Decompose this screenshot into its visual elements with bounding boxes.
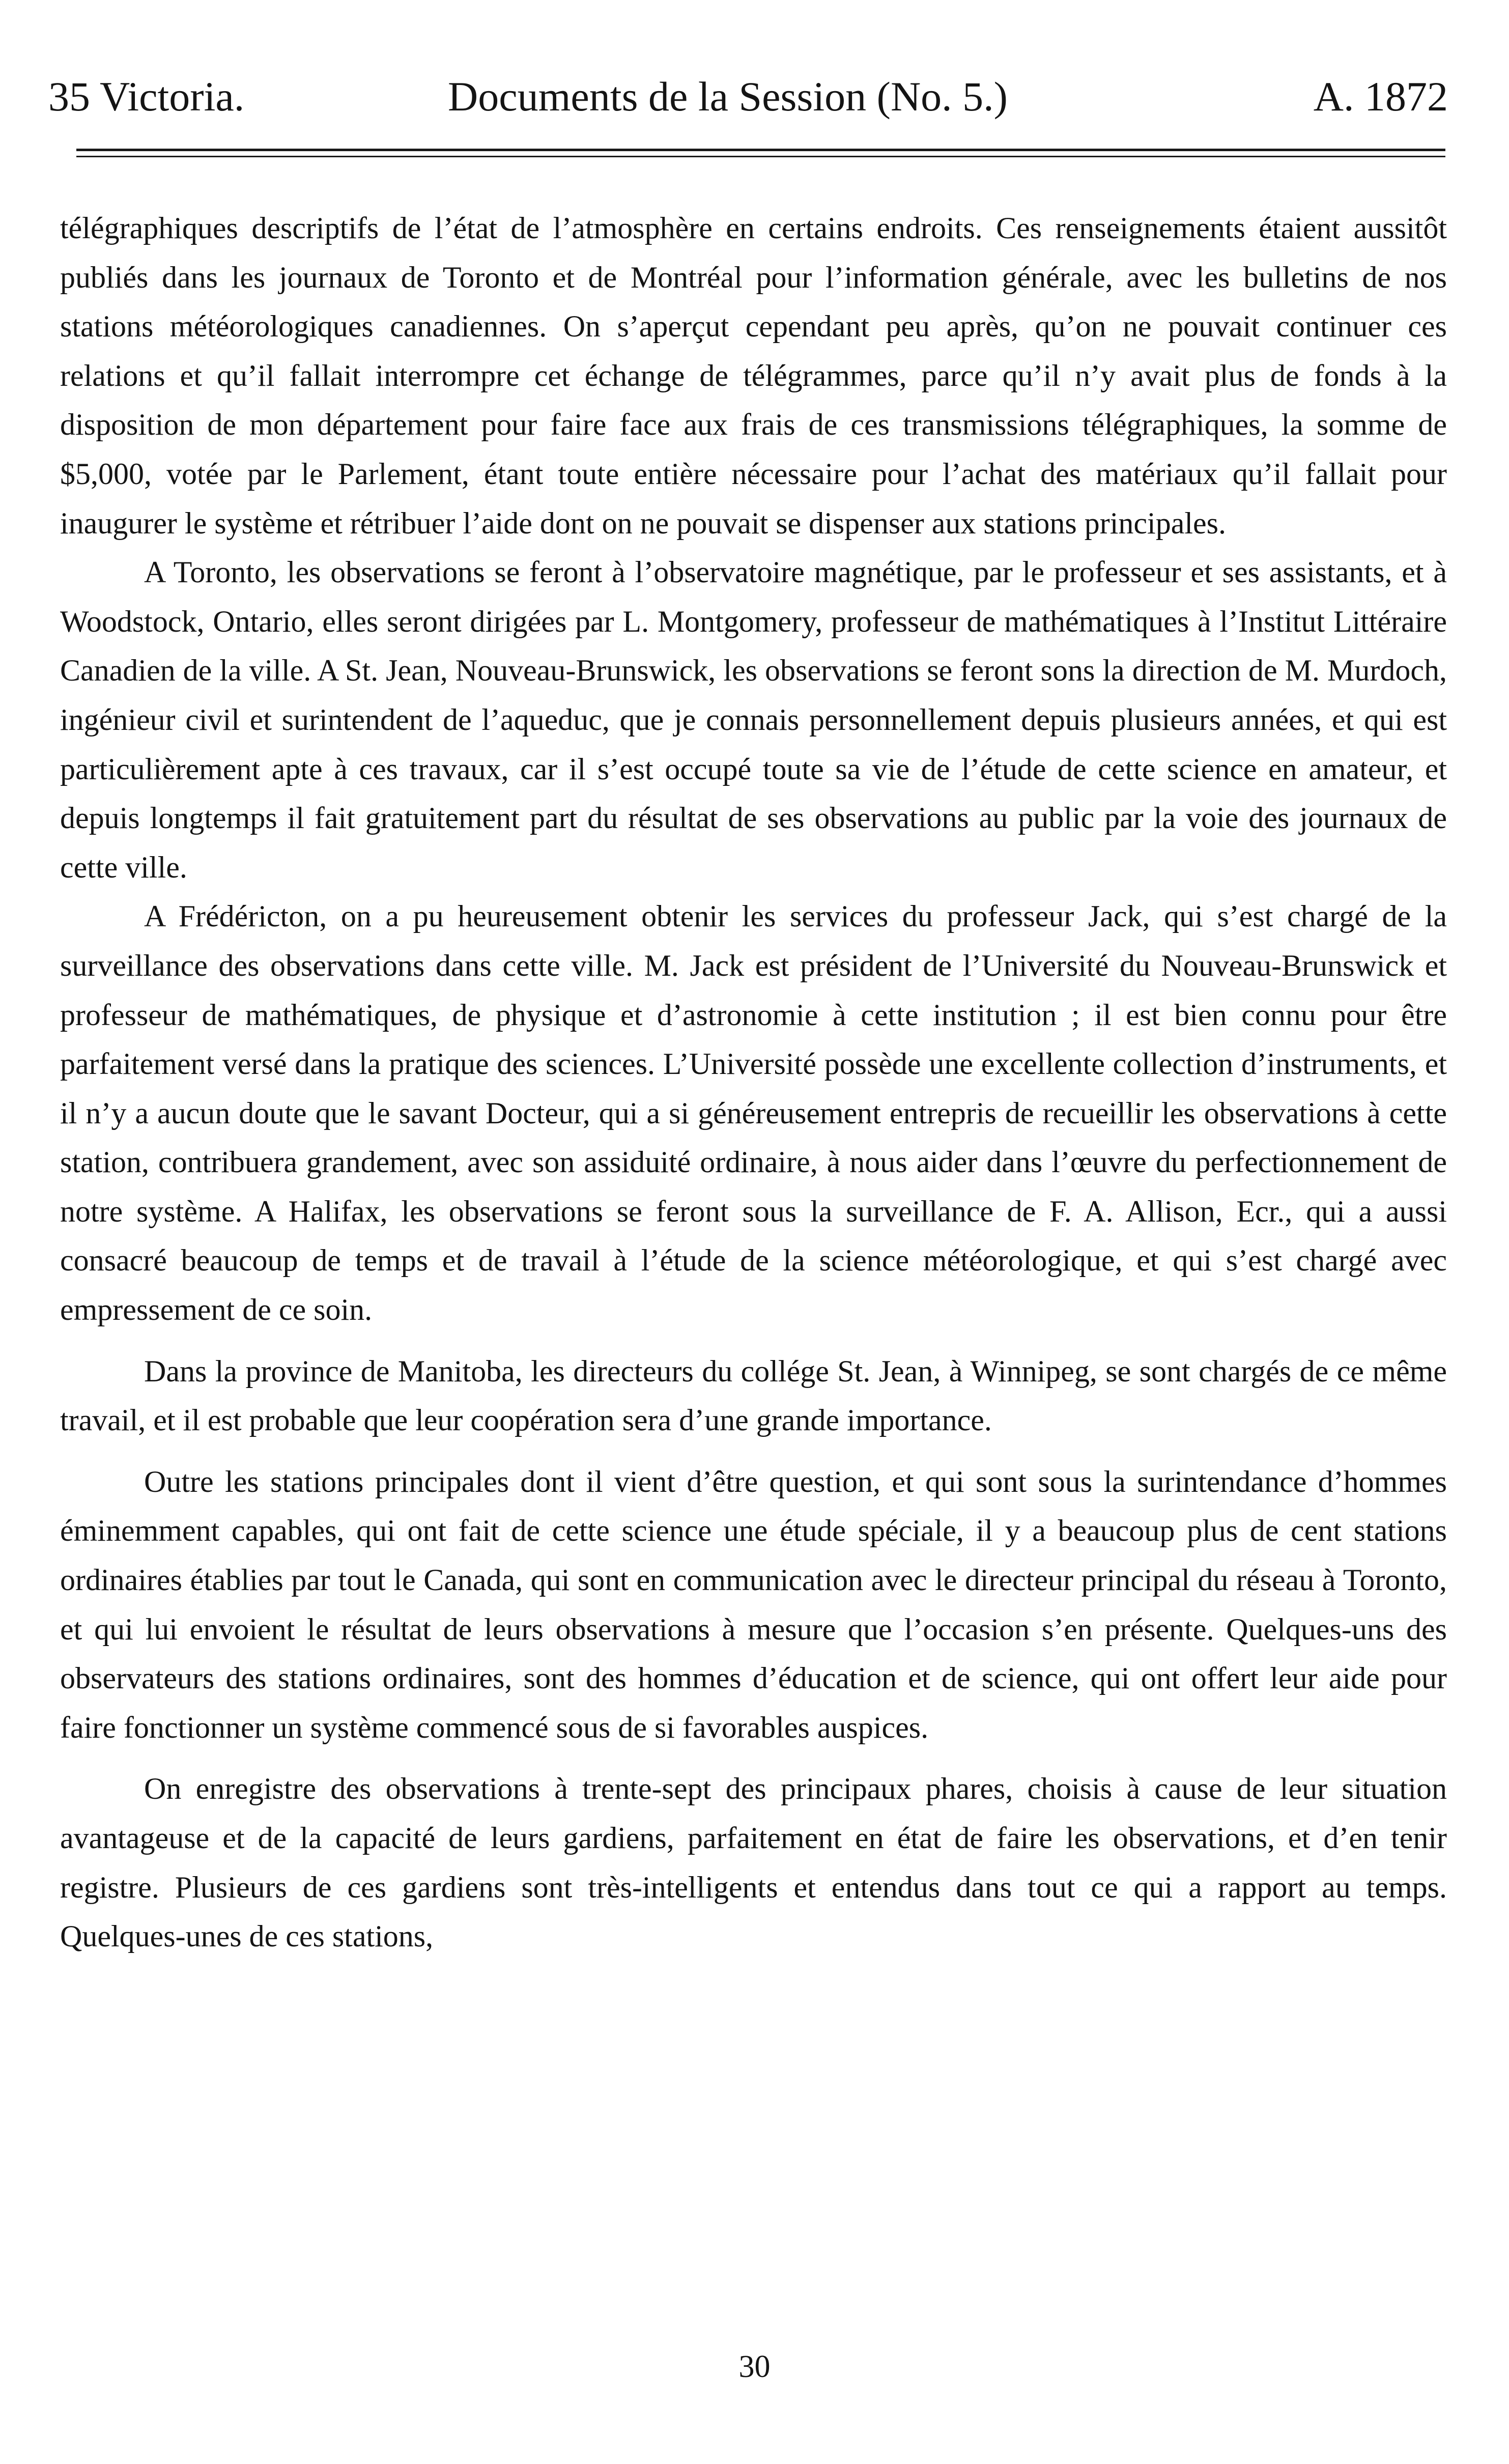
page-number: 30 xyxy=(738,2349,771,2384)
running-header xyxy=(48,66,1448,127)
header-volume: 35 Victoria. xyxy=(48,73,245,120)
paragraph: Outre les stations principales dont il vient d’être question, et qui sont sous la surintendance d’hommes éminemment capables, qui ont fait de cette science une étude spéciale, il y a beaucoup plus de cent stations ordinaires établies par tout le Canada, qui sont en communication avec le directeur principal du réseau à Toronto, et qui lui envoient le résultat de leurs observations à mesure que l’occasion s’en présente. Quelques-uns des observateurs des stations ordinaires, sont des hommes d’éducation et de science, qui ont offert leur aide pour faire fonctionner un système commencé sous de si favorables auspices. xyxy=(60,1464,1447,1744)
paragraph: Dans la province de Manitoba, les directeurs du collége St. Jean, à Winnipeg, se sont chargés de ce même travail, et il est probable que leur coopération sera d’une grande importance. xyxy=(60,1354,1447,1437)
body-text xyxy=(60,204,1447,1961)
header-rule-thick xyxy=(76,149,1445,151)
paragraph: A Frédéricton, on a pu heureusement obtenir les services du professeur Jack, qui s’est chargé de la surveillance des observations dans cette ville. M. Jack est président de l’Université du Nouveau-Brunswick et professeur de mathématiques, de physique et d’astronomie à cette institution ; il est bien connu pour être parfaitement versé dans la pratique des sciences. L’Université possède une excellente collection d’instruments, et il n’y a aucun doute que le savant Docteur, qui a si généreusement entrepris de recueillir les observations à cette station, contribuera grandement, avec son assiduité ordinaire, à nous aider dans l’œuvre du perfectionnement de notre système. A Halifax, les observations se feront sous la surveillance de F. A. Allison, Ecr., qui a aussi consacré beaucoup de temps et de travail à l’étude de la science météorologique, et qui s’est chargé avec empressement de ce soin. xyxy=(60,899,1447,1327)
paragraph: A Toronto, les observations se feront à l’observatoire magnétique, par le professeur et ses assistants, et à Woodstock, Ontario, elles seront dirigées par L. Montgomery, professeur de mathématiques à l’Institut Littéraire Canadien de la ville. A St. Jean, Nouveau-Brunswick, les observations se feront sons la direction de M. Murdoch, ingénieur civil et surintendent de l’aqueduc, que je connais personnellement depuis plusieurs années, et qui est particulièrement apte à ces travaux, car il s’est occupé toute sa vie de l’étude de cette science en amateur, et depuis longtemps il fait gratuitement part du résultat de ses observations au public par la voie des journaux de cette ville. xyxy=(60,555,1447,884)
paragraph: télégraphiques descriptifs de l’état de l’atmosphère en certains endroits. Ces renseignements étaient aussitôt publiés dans les journaux de Toronto et de Montréal pour l’information générale, avec les bulletins de nos stations météorologiques canadiennes. On s’aperçut cependant peu après, qu’on ne pouvait continuer ces relations et qu’il fallait interrompre cet échange de télégrammes, parce qu’il n’y avait plus de fonds à la disposition de mon département pour faire face aux frais de ces transmissions télégraphiques, la somme de $5,000, votée par le Parlement, étant toute entière nécessaire pour l’achat des matériaux qu’il fallait pour inaugurer le système et rétribuer l’aide dont on ne pouvait se dispenser aux stations principales. xyxy=(60,211,1447,540)
header-title: Documents de la Session (No. 5.) xyxy=(448,73,1008,120)
paragraph: On enregistre des observations à trente-sept des principaux phares, choisis à cause de leur situation avantageuse et de la capacité de leurs gardiens, parfaitement en état de faire les observations, et d’en tenir registre. Plusieurs de ces gardiens sont très-intelligents et entendus dans tout ce qui a rapport au temps. Quelques-unes de ces stations, xyxy=(60,1772,1447,1953)
header-year: A. 1872 xyxy=(1313,73,1448,120)
header-rule-thin xyxy=(76,156,1445,157)
